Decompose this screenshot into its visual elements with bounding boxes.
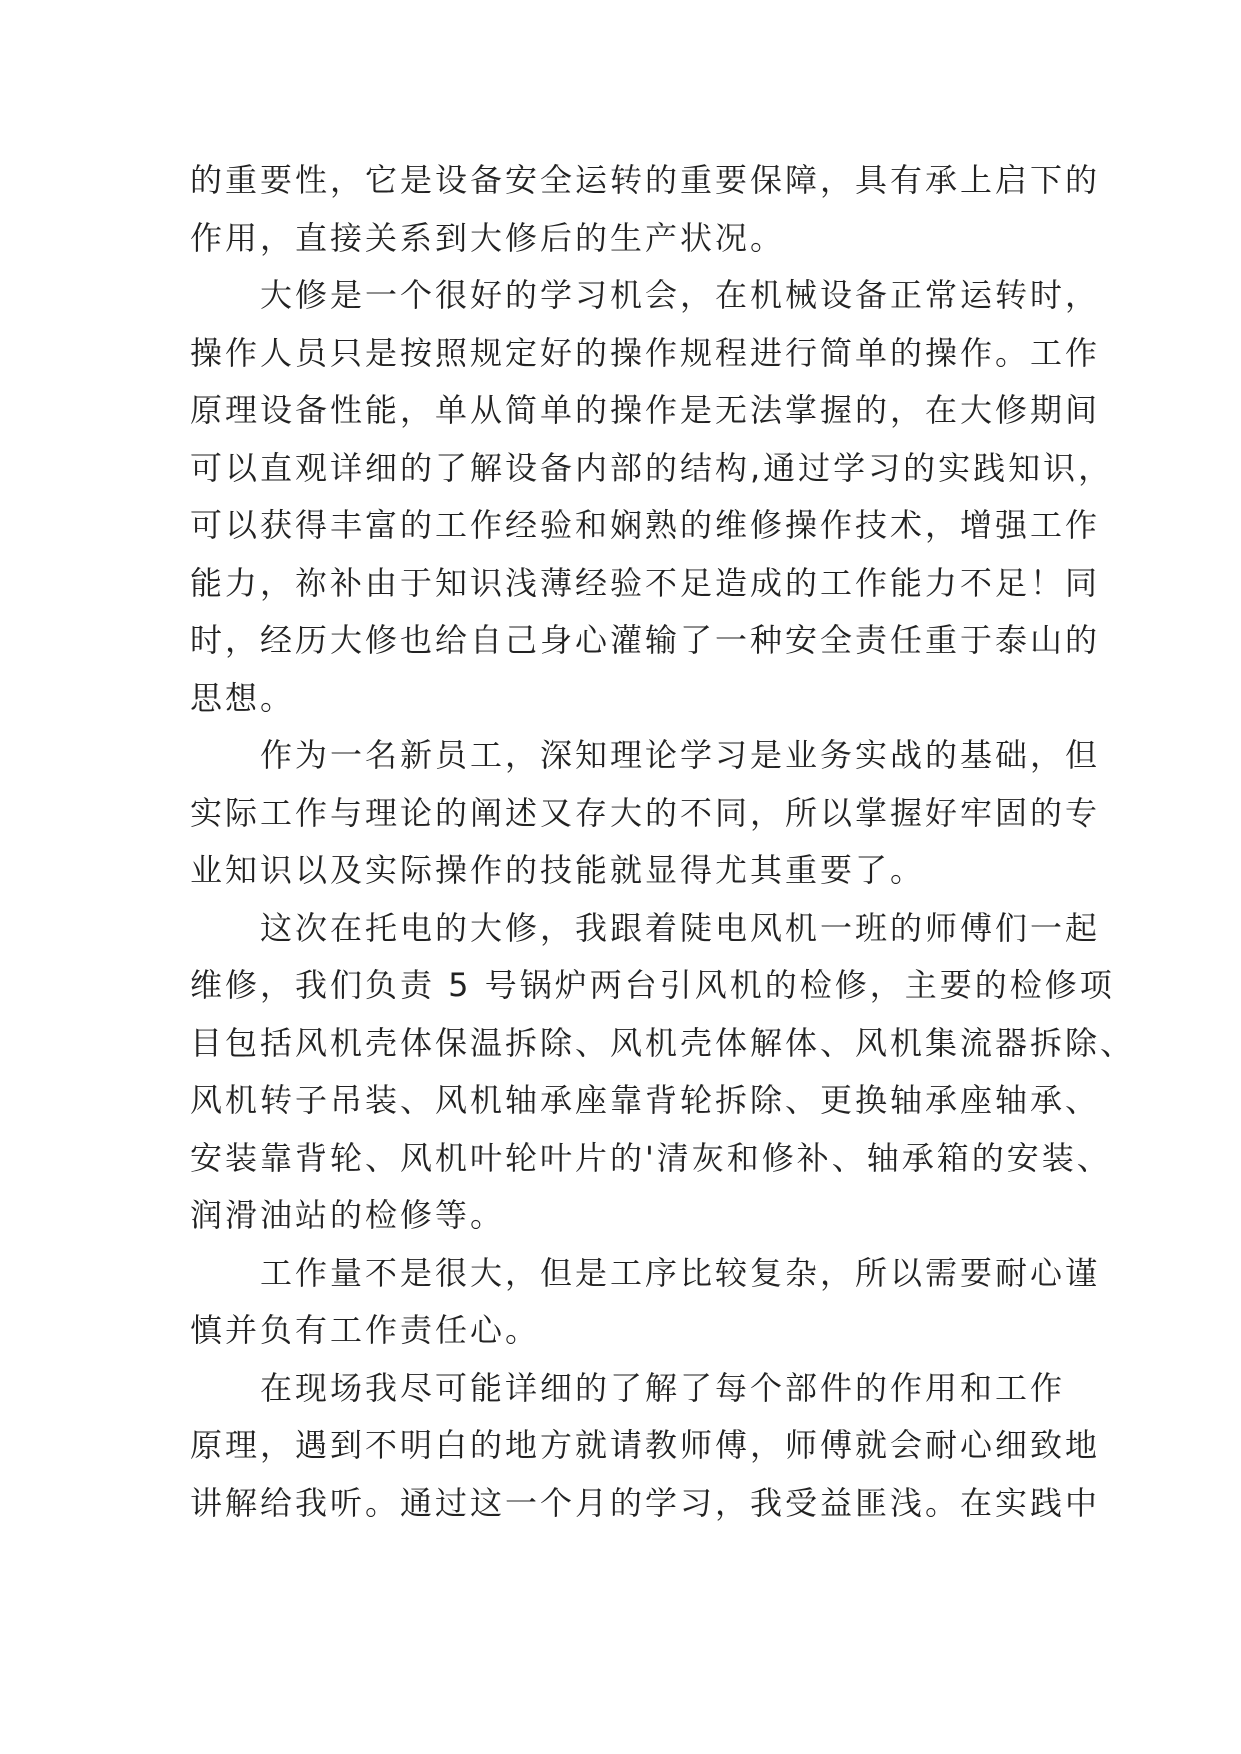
- text-line: 业知识以及实际操作的技能就显得尤其重要了。: [190, 851, 926, 889]
- text-line: 润滑油站的检修等。: [190, 1196, 506, 1234]
- text-line: 作用，直接关系到大修后的生产状况。: [190, 218, 786, 257]
- text-line: 的重要性，它是设备安全运转的重要保障，具有承上启下的: [190, 161, 1101, 199]
- text-line: 慎并负有工作责任心。: [190, 1311, 541, 1349]
- text-line: 思想。: [190, 678, 296, 717]
- text-line: 维修，我们负责 5 号锅炉两台引风机的检修，主要的检修项: [190, 966, 1115, 1004]
- text-line: 目包括风机壳体保温拆除、风机壳体解体、风机集流器拆除、: [190, 1023, 1136, 1062]
- body-text: [190, 152, 1136, 1532]
- paragraph-first-line: 在现场我尽可能详细的了解了每个部件的作用和工作: [260, 1368, 1066, 1407]
- text-line: 能力，祢补由于知识浅薄经验不足造成的工作能力不足！同: [190, 563, 1101, 602]
- text-line: 风机转子吊装、风机轴承座靠背轮拆除、更换轴承座轴承、: [190, 1081, 1101, 1119]
- paragraph-first-line: 工作量不是很大，但是工序比较复杂，所以需要耐心谨: [260, 1253, 1101, 1292]
- text-line: 实际工作与理论的阐述又存大的不同，所以掌握好牢固的专: [190, 793, 1101, 832]
- text-line: 可以直观详细的了解设备内部的结构,通过学习的实践知识，: [190, 448, 1114, 487]
- paragraph-first-line: 作为一名新员工，深知理论学习是业务实战的基础，但: [260, 736, 1101, 774]
- text-line: 安装靠背轮、风机叶轮叶片的'清灰和修补、轴承箱的安装、: [190, 1138, 1112, 1177]
- paragraph-first-line: 这次在托电的大修，我跟着陡电风机一班的师傅们一起: [260, 908, 1101, 947]
- text-line: 操作人员只是按照规定好的操作规程进行简单的操作。工作: [190, 333, 1101, 372]
- paragraph-first-line: 大修是一个很好的学习机会，在机械设备正常运转时，: [260, 276, 1101, 314]
- text-line: 原理设备性能，单从简单的操作是无法掌握的，在大修期间: [190, 391, 1101, 429]
- text-line: 时，经历大修也给自己身心灌输了一种安全责任重于泰山的: [190, 621, 1101, 659]
- text-line: 可以获得丰富的工作经验和娴熟的维修操作技术，增强工作: [190, 506, 1101, 544]
- text-line: 讲解给我听。通过这一个月的学习，我受益匪浅。在实践中: [190, 1483, 1101, 1522]
- text-line: 原理，遇到不明白的地方就请教师傅，师傅就会耐心细致地: [190, 1426, 1101, 1464]
